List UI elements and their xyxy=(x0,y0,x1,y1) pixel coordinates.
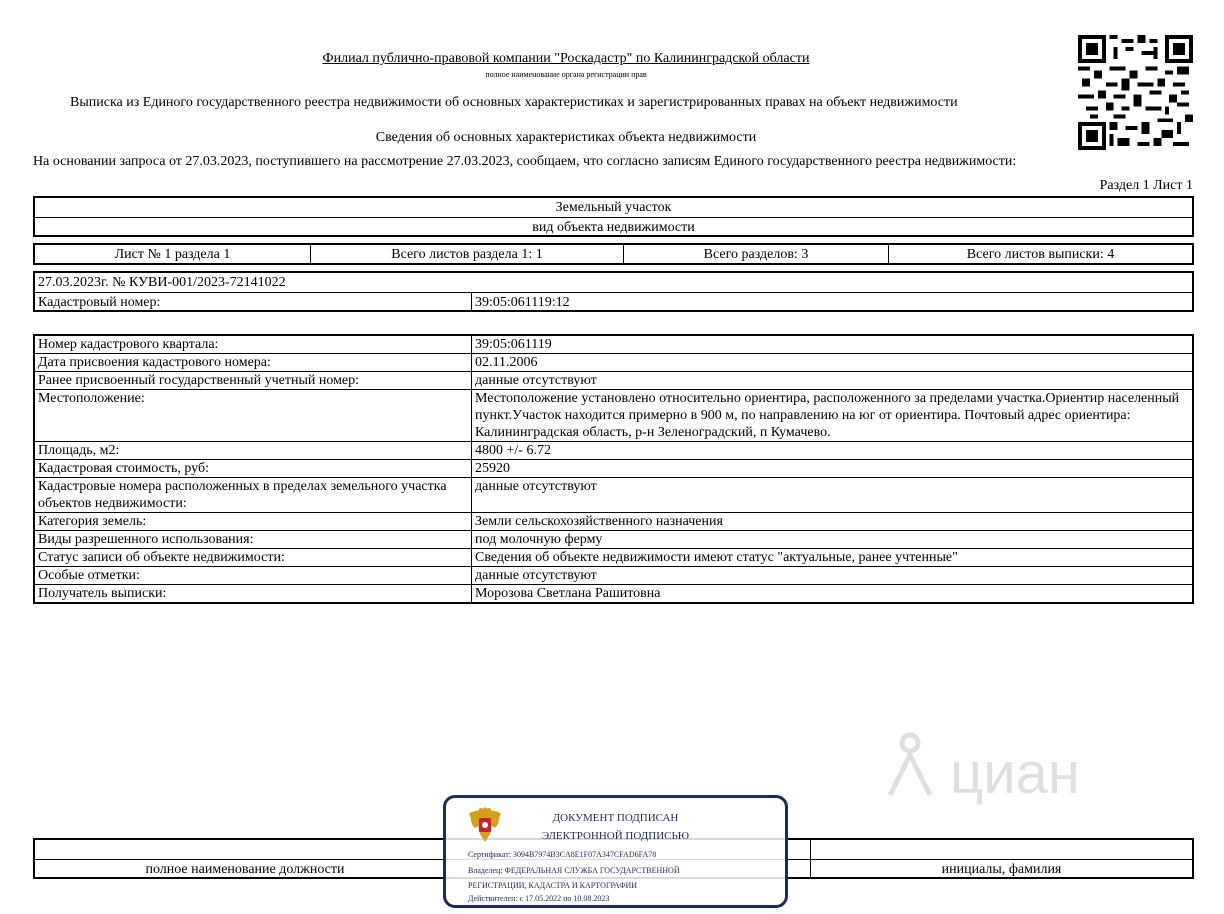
stamp-line-2: ЭЛЕКТРОННОЙ ПОДПИСЬЮ xyxy=(541,830,690,842)
property-value: 02.11.2006 xyxy=(472,354,1194,372)
table-row xyxy=(34,372,1193,390)
watermark-text: циан xyxy=(950,741,1080,805)
property-label: Площадь, м2: xyxy=(34,442,472,460)
position-caption: полное наименование должности xyxy=(145,862,345,877)
property-value: 39:05:061119 xyxy=(472,335,1194,354)
object-type-box xyxy=(33,196,1194,237)
extract-sheets-total: Всего листов выписки: 4 xyxy=(966,247,1115,262)
table-row xyxy=(34,567,1193,585)
cadastral-number-label: Кадастровый номер: xyxy=(38,295,161,310)
property-label: Категория земель: xyxy=(34,513,472,531)
property-value: 25920 xyxy=(472,460,1194,478)
org-caption: полное наименование органа регистрации прав xyxy=(485,70,647,79)
table-row xyxy=(34,531,1193,549)
property-label: Ранее присвоенный государственный учетный номер: xyxy=(34,372,472,390)
property-label: Номер кадастрового квартала: xyxy=(34,335,472,354)
property-label: Получатель выписки: xyxy=(34,585,472,604)
property-label: Местоположение: xyxy=(34,390,472,442)
property-value: данные отсутствуют xyxy=(472,372,1194,390)
property-label: Дата присвоения кадастрового номера: xyxy=(34,354,472,372)
property-label: Кадастровые номера расположенных в пределах земельного участка объектов недвижимости: xyxy=(34,478,472,513)
property-value: 4800 +/- 6.72 xyxy=(472,442,1194,460)
table-row xyxy=(34,354,1193,372)
table-row xyxy=(34,585,1193,604)
watermark xyxy=(880,725,1090,805)
property-value: Местоположение установлено относительно ориентира, расположенного за пределами участка.Ориентир населенный пункт.Участок находится примерно в 900 м, по направлению на юг от ориентира. Почтовый адрес ориентира: Калининградская область, р-н Зеленоградский, п Кумачево. xyxy=(472,390,1194,442)
property-label: Особые отметки: xyxy=(34,567,472,585)
stamp-certificate: Сертификат: 3094B7974B3CA8E1F07A347CFAD6FA78 xyxy=(468,850,657,859)
properties-table xyxy=(33,334,1194,604)
sheet-number: Лист № 1 раздела 1 xyxy=(114,247,231,262)
property-value: Морозова Светлана Рашитовна xyxy=(472,585,1194,604)
divider xyxy=(35,292,1192,293)
stamp-line-1: ДОКУМЕНТ ПОДПИСАН xyxy=(552,812,679,824)
property-value: Сведения об объекте недвижимости имеют статус "актуальные, ранее учтенные" xyxy=(472,549,1194,567)
property-value: данные отсутствуют xyxy=(472,478,1194,513)
record-box xyxy=(33,271,1194,312)
object-type: Земельный участок xyxy=(555,200,672,215)
stamp-validity: Действителен: с 17.05.2022 по 10.08.2023 xyxy=(468,894,610,903)
qr-code-icon xyxy=(1078,35,1193,150)
property-label: Виды разрешенного использования: xyxy=(34,531,472,549)
document-heading: Выписка из Единого государственного реестра недвижимости об основных характеристиках и зарегистрированных правах на объект недвижимости xyxy=(70,95,958,110)
object-type-caption: вид объекта недвижимости xyxy=(532,220,695,235)
table-row xyxy=(34,478,1193,513)
table-row xyxy=(34,335,1193,354)
property-value: Земли сельскохозяйственного назначения xyxy=(472,513,1194,531)
stamp-owner-1: Владелец: ФЕДЕРАЛЬНАЯ СЛУЖБА ГОСУДАРСТВЕННОЙ xyxy=(468,866,680,875)
sections-total: Всего разделов: 3 xyxy=(703,247,809,262)
property-label: Статус записи об объекте недвижимости: xyxy=(34,549,472,567)
basis-text: На основании запроса от 27.03.2023, поступившего на рассмотрение 27.03.2023, сообщаем, что согласно записям Единого государственного реестра недвижимости: xyxy=(33,154,1017,169)
table-row xyxy=(34,460,1193,478)
record-date-number: 27.03.2023г. № КУВИ-001/2023-72141022 xyxy=(38,275,286,290)
table-row xyxy=(34,513,1193,531)
divider xyxy=(35,217,1192,218)
property-label: Кадастровая стоимость, руб: xyxy=(34,460,472,478)
property-value: под молочную ферму xyxy=(472,531,1194,549)
e-signature-stamp xyxy=(443,795,788,908)
section-heading: Сведения об основных характеристиках объекта недвижимости xyxy=(375,130,757,145)
cadastral-number-value: 39:05:061119:12 xyxy=(475,295,570,310)
section-sheets-total: Всего листов раздела 1: 1 xyxy=(391,247,543,262)
initials-caption: инициалы, фамилия xyxy=(941,862,1062,877)
sheets-row xyxy=(33,243,1194,265)
org-title: Филиал публично-правовой компании "Роскадастр" по Калининградской области xyxy=(322,51,810,66)
table-row xyxy=(34,549,1193,567)
property-value: данные отсутствуют xyxy=(472,567,1194,585)
table-row xyxy=(34,390,1193,442)
section-reference: Раздел 1 Лист 1 xyxy=(1099,178,1193,193)
stamp-owner-2: РЕГИСТРАЦИИ, КАДАСТРА И КАРТОГРАФИИ xyxy=(468,881,638,890)
table-row xyxy=(34,442,1193,460)
